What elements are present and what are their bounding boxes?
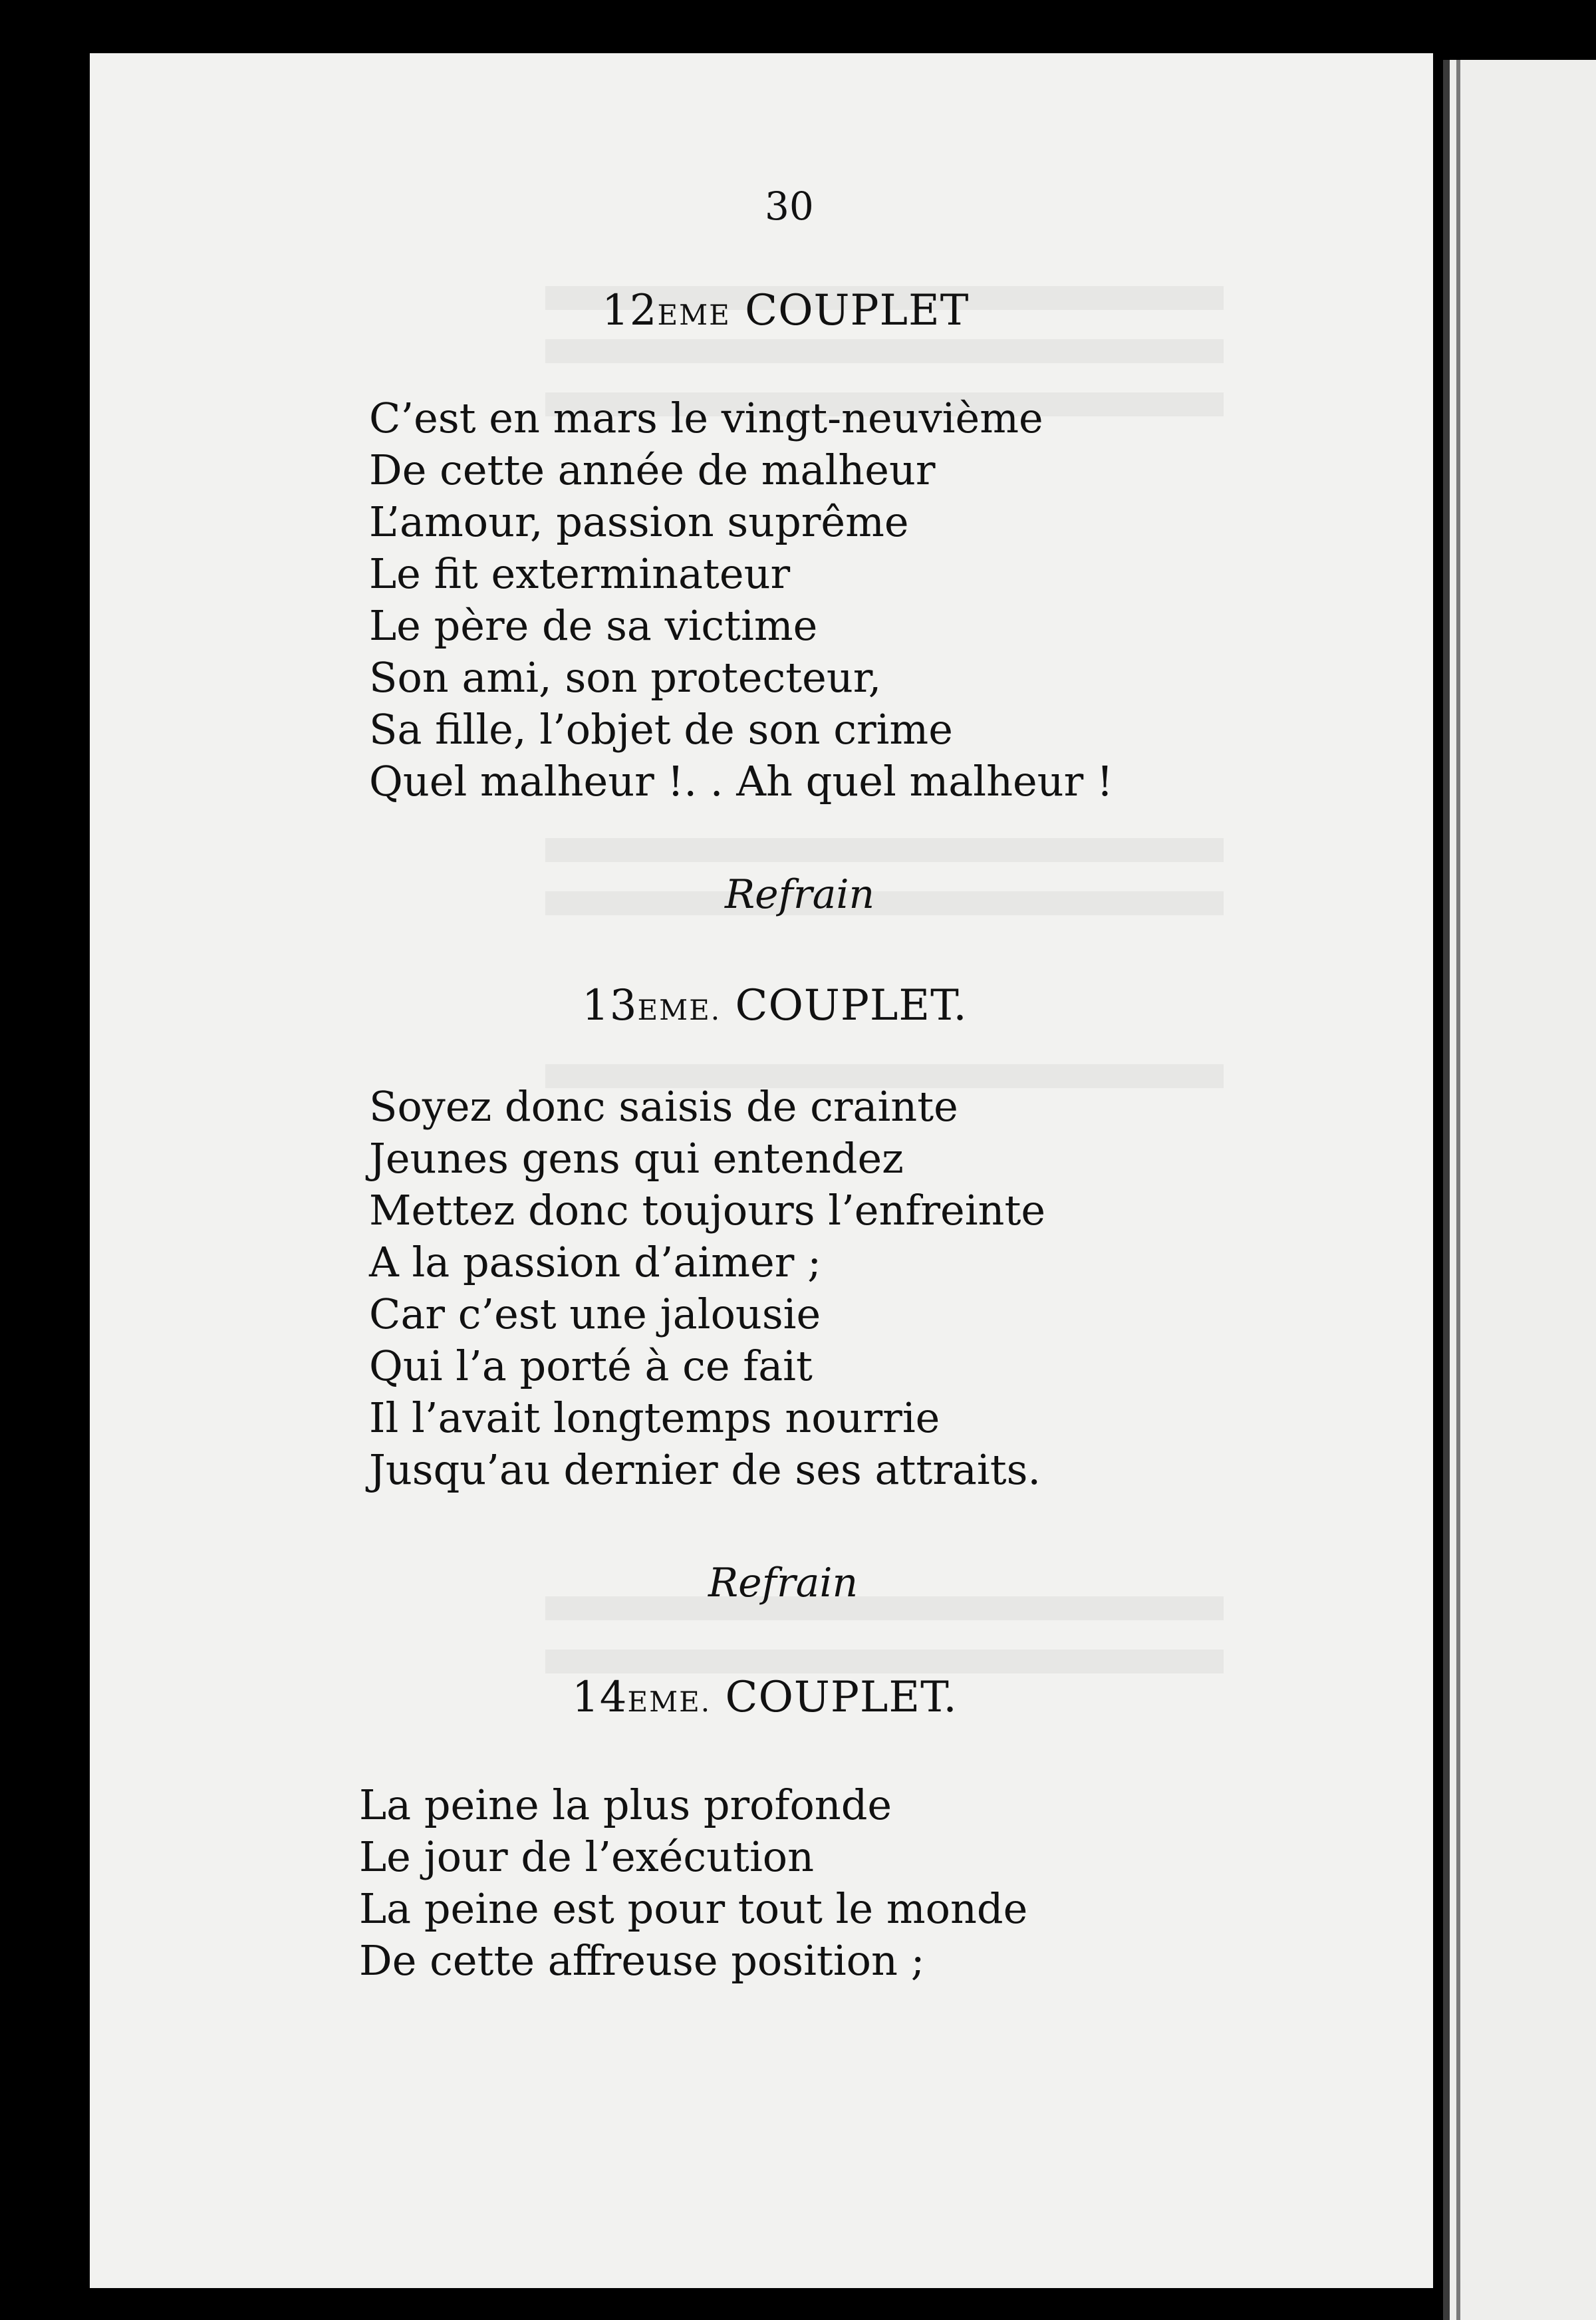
- verse-line: Il l’avait longtemps nourrie: [369, 1393, 940, 1442]
- verse-line: Qui l’a porté à ce fait: [369, 1342, 813, 1390]
- verse-line: Jusqu’au dernier de ses attraits.: [369, 1445, 1041, 1494]
- refrain-label: Refrain: [708, 1560, 859, 1606]
- verse-line: Soyez donc saisis de crainte: [369, 1082, 958, 1131]
- verse-line: C’est en mars le vingt-neuvième: [369, 394, 1043, 442]
- verse-line: Le fit exterminateur: [369, 549, 791, 598]
- verse-line: La peine la plus profonde: [359, 1781, 892, 1829]
- verse-line: Quel malheur !. . Ah quel malheur !: [369, 757, 1113, 805]
- couplet-heading: [602, 286, 969, 335]
- verse-block: [359, 1779, 1027, 1987]
- verse-line: L’amour, passion suprême: [369, 498, 909, 546]
- couplet-suffix: EME: [657, 299, 731, 331]
- couplet-number: 13: [582, 981, 638, 1030]
- refrain-label: Refrain: [725, 871, 875, 918]
- verse-line: Mettez donc toujours l’enfreinte: [369, 1186, 1046, 1234]
- verse-block: [369, 392, 1113, 807]
- couplet-heading: [572, 1673, 958, 1722]
- couplet-number: 14: [572, 1673, 628, 1722]
- verse-line: A la passion d’aimer ;: [369, 1238, 821, 1286]
- verse-line: De cette affreuse position ;: [359, 1936, 925, 1985]
- verse-line: De cette année de malheur: [369, 446, 936, 494]
- page-number: 30: [765, 184, 814, 229]
- couplet-heading: [582, 981, 968, 1030]
- verse-line: Jeunes gens qui entendez: [369, 1134, 904, 1183]
- couplet-suffix: EME.: [637, 994, 722, 1026]
- verse-block: [369, 1081, 1045, 1496]
- verse-line: Le père de sa victime: [369, 601, 818, 650]
- couplet-word: COUPLET: [730, 286, 970, 335]
- couplet-suffix: EME.: [627, 1685, 712, 1718]
- couplet-word: COUPLET.: [711, 1673, 958, 1722]
- couplet-word: COUPLET.: [721, 981, 968, 1030]
- couplet-number: 12: [602, 286, 658, 335]
- verse-line: Le jour de l’exécution: [359, 1832, 815, 1881]
- verse-line: Son ami, son protecteur,: [369, 653, 882, 702]
- verse-line: Sa fille, l’objet de son crime: [369, 705, 953, 754]
- verse-line: La peine est pour tout le monde: [359, 1884, 1028, 1933]
- verse-line: Car c’est une jalousie: [369, 1290, 821, 1338]
